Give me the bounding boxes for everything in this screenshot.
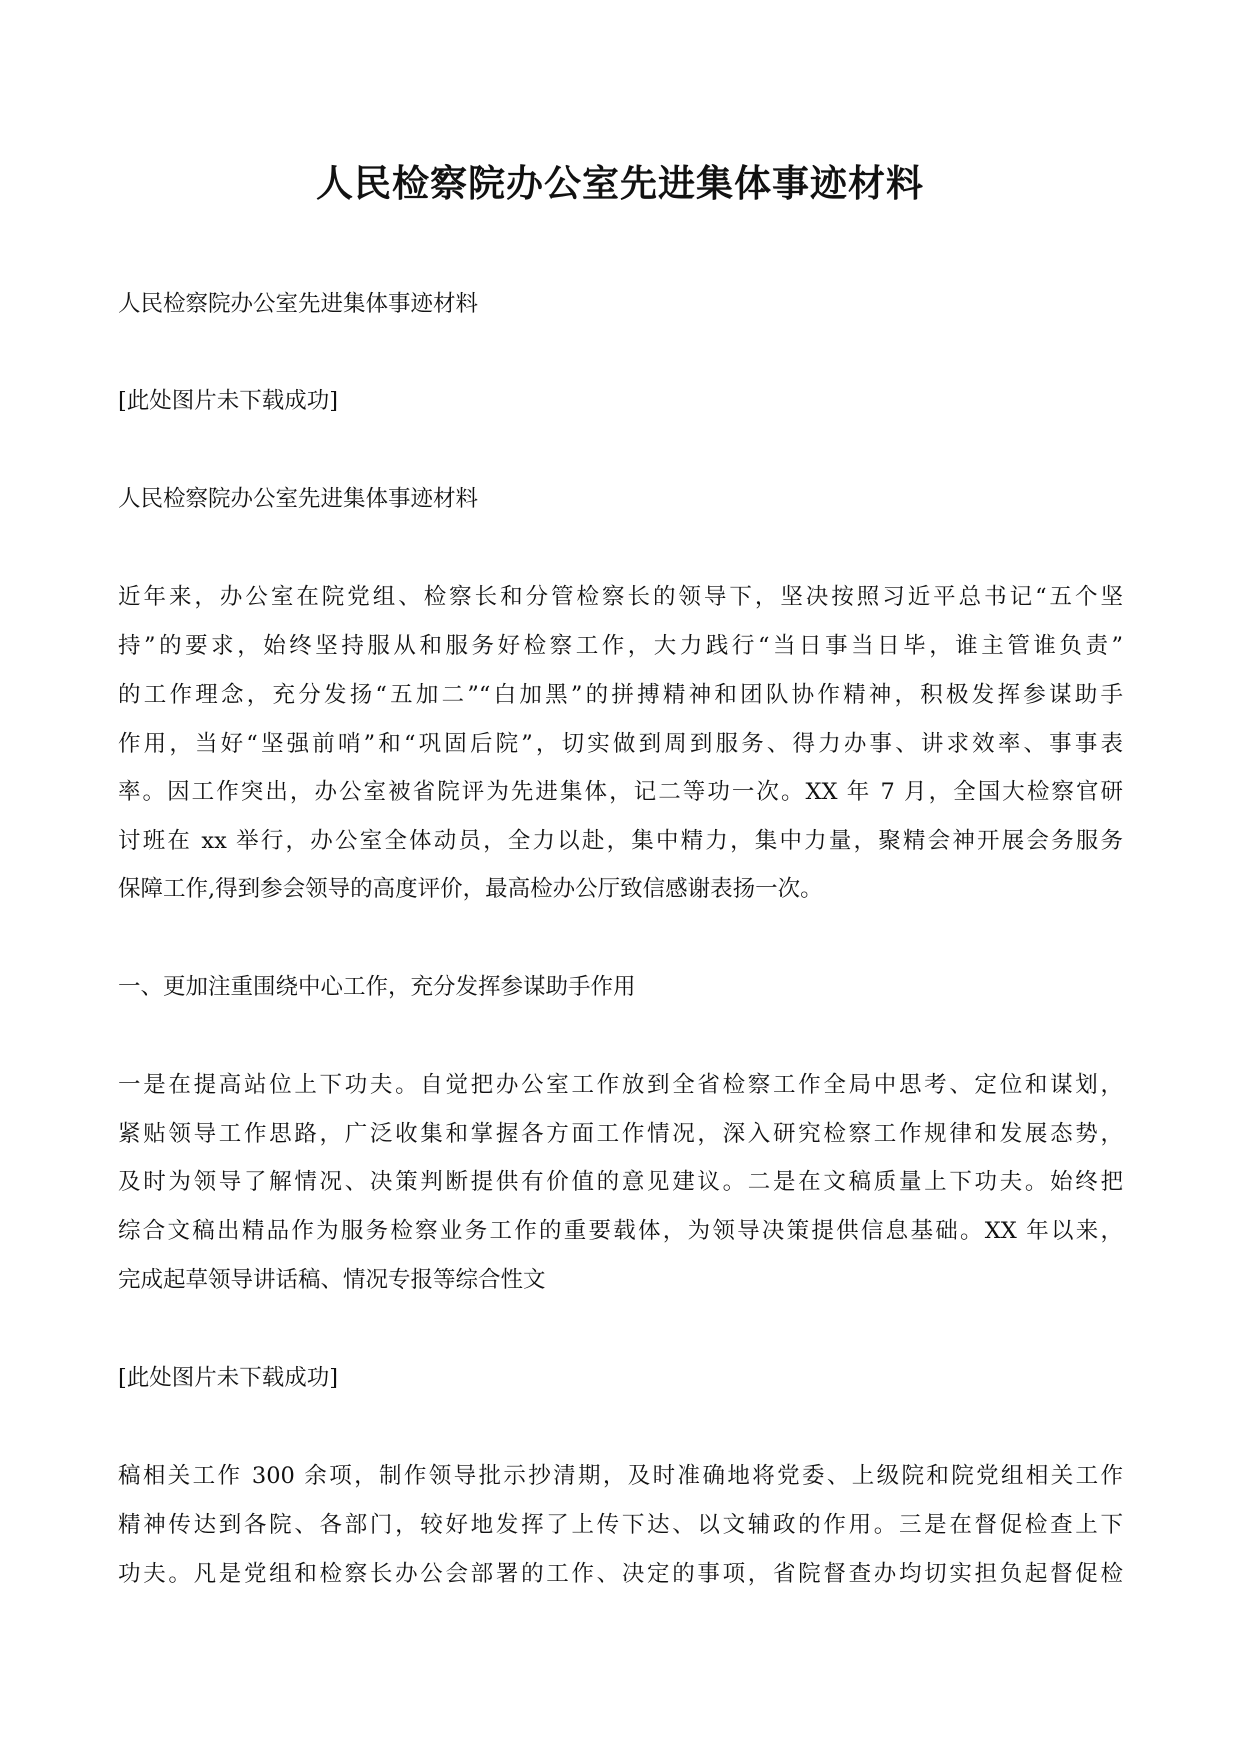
subtitle-1: 人民检察院办公室先进集体事迹材料 — [118, 291, 479, 317]
section-heading-1: 一、更加注重围绕中心工作，充分发挥参谋助手作用 — [118, 974, 636, 1000]
paragraph-2-line-4: 综合文稿出精品作为服务检察业务工作的重要载体，为领导决策提供信息基础。XX 年以来， — [118, 1218, 1123, 1244]
paragraph-2-line-2: 紧贴领导工作思路，广泛收集和掌握各方面工作情况，深入研究检察工作规律和发展态势， — [118, 1121, 1123, 1147]
paragraph-1-line-5: 率。因工作突出，办公室被省院评为先进集体，记二等功一次。XX 年 7 月，全国大检察官研 — [118, 779, 1123, 805]
paragraph-3-line-3: 功夫。凡是党组和检察长办公会部署的工作、决定的事项，省院督查办均切实担负起督促检 — [118, 1561, 1123, 1587]
image-placeholder-2: [此处图片未下载成功] — [118, 1365, 339, 1391]
paragraph-1-line-1: 近年来，办公室在院党组、检察长和分管检察长的领导下，坚决按照习近平总书记“五个坚 — [118, 584, 1123, 610]
subtitle-2: 人民检察院办公室先进集体事迹材料 — [118, 486, 479, 512]
paragraph-1-line-4: 作用，当好“坚强前哨”和“巩固后院”，切实做到周到服务、得力办事、讲求效率、事事表 — [118, 731, 1123, 757]
paragraph-3-line-2: 精神传达到各院、各部门，较好地发挥了上传下达、以文辅政的作用。三是在督促检查上下 — [118, 1512, 1123, 1538]
paragraph-2-line-1: 一是在提高站位上下功夫。自觉把办公室工作放到全省检察工作全局中思考、定位和谋划， — [118, 1072, 1123, 1098]
paragraph-1-line-7: 保障工作,得到参会领导的高度评价，最高检办公厅致信感谢表扬一次。 — [118, 876, 823, 902]
paragraph-1-line-3: 的工作理念，充分发扬“五加二”“白加黑”的拼搏精神和团队协作精神，积极发挥参谋助手 — [118, 682, 1123, 708]
paragraph-1-line-6: 讨班在 xx 举行，办公室全体动员，全力以赴，集中精力，集中力量，聚精会神开展会务服务 — [118, 828, 1123, 854]
paragraph-2-line-3: 及时为领导了解情况、决策判断提供有价值的意见建议。二是在文稿质量上下功夫。始终把 — [118, 1169, 1123, 1195]
paragraph-2-line-5: 完成起草领导讲话稿、情况专报等综合性文 — [118, 1267, 546, 1293]
paragraph-3-line-1: 稿相关工作 300 余项，制作领导批示抄清期，及时准确地将党委、上级院和院党组相关工作 — [118, 1463, 1123, 1489]
paragraph-1-line-2: 持”的要求，始终坚持服从和服务好检察工作，大力践行“当日事当日毕，谁主管谁负责” — [118, 633, 1123, 659]
image-placeholder-1: [此处图片未下载成功] — [118, 388, 339, 414]
document-title: 人民检察院办公室先进集体事迹材料 — [316, 161, 924, 205]
